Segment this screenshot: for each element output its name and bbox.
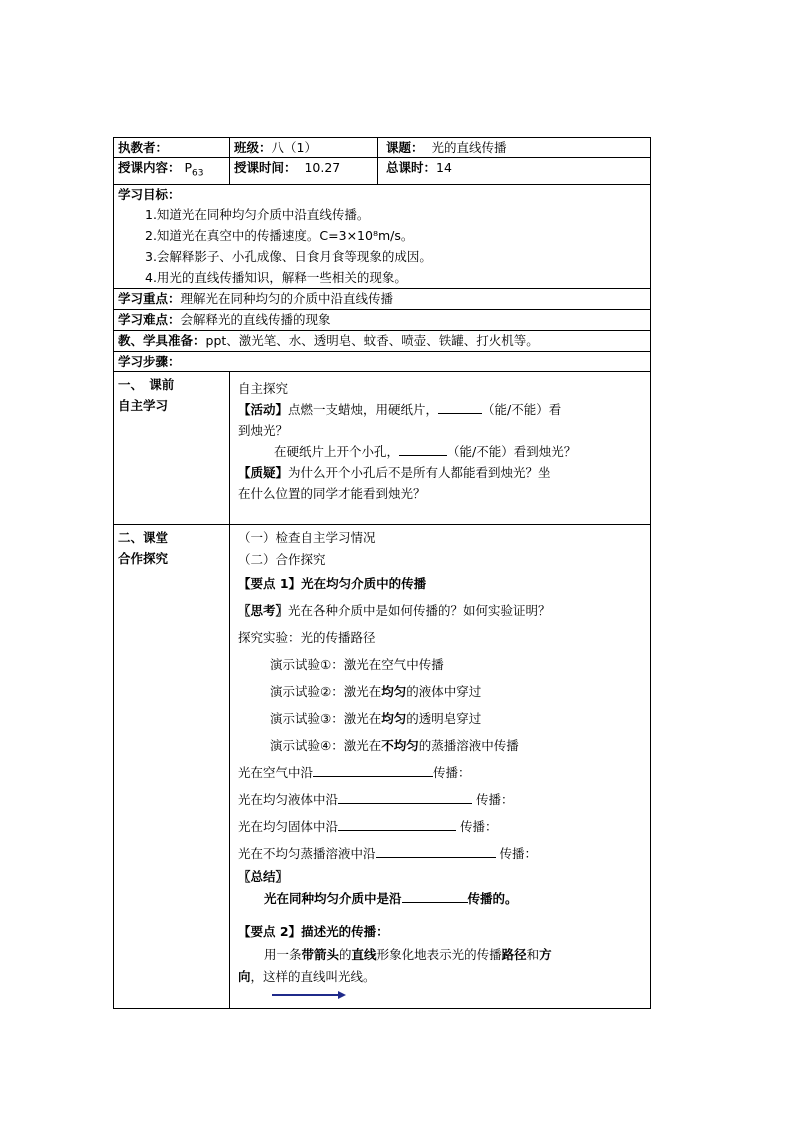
point1-line: 【要点 1】光在均匀介质中的传播	[238, 575, 427, 591]
demo-line: 演示试验②：激光在均匀的液体中穿过	[270, 683, 482, 699]
goal-item: 3.会解释影子、小孔成像、日食月食等现象的成因。	[145, 248, 432, 264]
blank-solution[interactable]	[376, 844, 496, 858]
blank-liquid[interactable]	[338, 790, 472, 804]
point2-line: 【要点 2】描述光的传播：	[238, 923, 389, 939]
activity-line: 【活动】点燃一支蜡烛，用硬纸片， （能/不能）看	[238, 401, 562, 417]
goals-cell	[114, 184, 651, 288]
summary-tag: 〖总结〗	[238, 868, 289, 884]
think-line: 〖思考〗光在各种介质中是如何传播的？如何实验证明？	[238, 602, 551, 618]
header-row-2	[114, 158, 651, 185]
goals-row	[114, 184, 651, 288]
steps-row	[114, 351, 651, 371]
hole-line: 在硬纸片上开个小孔， （能/不能）看到烛光？	[274, 443, 577, 459]
tools-row	[114, 330, 651, 351]
fill-line: 光在均匀固体中沿 传播：	[238, 818, 498, 834]
time-value: 10.27	[304, 160, 341, 175]
content-cell	[114, 158, 230, 185]
experiment-line: 探究实验：光的传播路径	[238, 629, 376, 645]
question-line-2: 在什么位置的同学才能看到烛光？	[238, 485, 426, 501]
check-line: （一）检查自主学习情况	[238, 529, 376, 545]
fill-line: 光在空气中沿 传播：	[238, 764, 471, 780]
demo-line: 演示试验①：激光在空气中传播	[270, 656, 444, 672]
desc-line-2: 向，这样的直线叫光线。	[238, 968, 376, 984]
arrow-icon	[270, 988, 350, 1002]
question-line: 【质疑】为什么开个小孔后不是所有人都能看到烛光？坐	[238, 464, 551, 480]
section1-intro: 自主探究	[238, 380, 289, 396]
total-cell	[378, 158, 651, 185]
fill-line: 光在均匀液体中沿 传播：	[238, 791, 514, 807]
class-label: 班级：	[234, 140, 272, 155]
section2-label-cell	[114, 524, 230, 1008]
blank-can-see-2[interactable]	[399, 442, 447, 456]
steps-cell	[114, 351, 651, 371]
demo-line: 演示试验③：激光在均匀的透明皂穿过	[270, 710, 482, 726]
lesson-plan-table	[113, 137, 651, 1009]
section2-row	[114, 524, 651, 1008]
section2-body	[230, 524, 651, 1008]
goal-item: 1.知道光在同种均匀介质中沿直线传播。	[145, 206, 370, 222]
total-label: 总课时：	[386, 160, 437, 175]
header-row-1	[114, 138, 651, 158]
keypoint-text: 理解光在同种均匀的介质中沿直线传播	[180, 290, 394, 306]
teacher-cell	[114, 138, 230, 158]
class-value: 八（1）	[271, 140, 317, 155]
section1-body	[230, 371, 651, 524]
tools-label: 教、学具准备：	[118, 332, 206, 348]
difficulty-cell	[114, 309, 651, 330]
desc-line: 用一条带箭头的直线形象化地表示光的传播路径和方	[264, 946, 552, 962]
section1-label: 一、 课前 自主学习	[118, 376, 175, 413]
keypoint-cell	[114, 288, 651, 309]
lesson-plan	[113, 137, 650, 1009]
activity-line-2: 到烛光？	[238, 422, 289, 438]
goal-item: 4.用光的直线传播知识，解释一些相关的现象。	[145, 269, 407, 285]
goals-title: 学习目标：	[118, 186, 181, 202]
section2-label: 二、课堂 合作探究	[118, 529, 169, 566]
steps-label: 学习步骤：	[118, 353, 181, 369]
section1-row	[114, 371, 651, 524]
blank-can-see-1[interactable]	[438, 400, 482, 414]
content-value: $P_{63}$	[184, 160, 204, 179]
keypoint-row	[114, 288, 651, 309]
topic-cell	[378, 138, 651, 158]
tools-text: ppt、激光笔、水、透明皂、蚊香、喷壶、铁罐、打火机等。	[205, 332, 539, 348]
blank-solid[interactable]	[338, 817, 456, 831]
keypoint-label: 学习重点：	[118, 290, 181, 306]
blank-summary[interactable]	[402, 889, 468, 903]
difficulty-text: 会解释光的直线传播的现象	[180, 311, 331, 327]
goal-item: 2.知道光在真空中的传播速度。C=3×10⁸m/s。	[145, 227, 414, 243]
teacher-label: 执教者：	[118, 140, 169, 155]
section1-label-cell	[114, 371, 230, 524]
time-label: 授课时间：	[234, 160, 297, 175]
light-ray-arrow	[238, 988, 644, 1008]
topic-label: 课题：	[386, 140, 424, 155]
content-label: 授课内容：	[118, 160, 181, 175]
topic-value: 光的直线传播	[431, 140, 507, 155]
difficulty-label: 学习难点：	[118, 311, 181, 327]
total-value: 14	[436, 160, 452, 175]
summary-line: 光在同种均匀介质中是沿 传播的。	[264, 890, 518, 906]
explore-line: （二）合作探究	[238, 551, 326, 567]
time-cell	[230, 158, 378, 185]
class-cell	[230, 138, 378, 158]
difficulty-row	[114, 309, 651, 330]
demo-line: 演示试验④：激光在不均匀的蒸播溶液中传播	[270, 737, 519, 753]
fill-line: 光在不均匀蒸播溶液中沿 传播：	[238, 845, 537, 861]
blank-air[interactable]	[313, 763, 433, 777]
tools-cell	[114, 330, 651, 351]
